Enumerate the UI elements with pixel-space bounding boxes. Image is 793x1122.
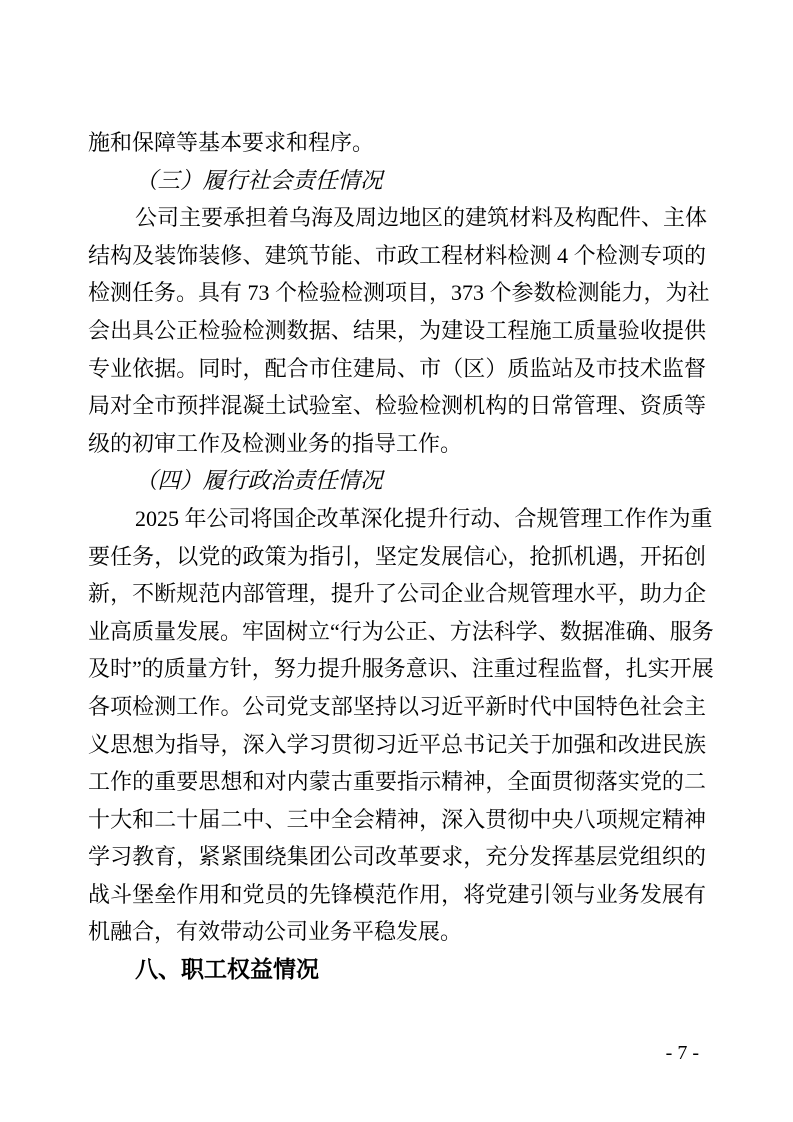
text-line: 公司主要承担着乌海及周边地区的建筑材料及构配件、主体 xyxy=(135,205,708,231)
text-line: 十大和二十届二中、三中全会精神，深入贯彻中央八项规定精神 xyxy=(88,806,706,832)
text-line: 及时”的质量方针，努力提升服务意识、注重过程监督，扎实开展 xyxy=(88,656,714,682)
text-line: 级的初审工作及检测业务的指导工作。 xyxy=(88,430,463,456)
text-line: 战斗堡垒作用和党员的先锋模范作用，将党建引领与业务发展有 xyxy=(88,881,706,907)
paragraph-social-responsibility xyxy=(88,199,710,462)
text-line: 新，不断规范内部管理，提升了公司企业合规管理水平，助力企 xyxy=(88,581,706,607)
section-heading-political-responsibility xyxy=(88,462,706,500)
text-line: 施和保障等基本要求和程序。 xyxy=(88,130,375,155)
text-line: 学习教育，紧紧围绕集团公司改革要求，充分发挥基层党组织的 xyxy=(88,844,706,870)
text-line: 义思想为指导，深入学习贯彻习近平总书记关于加强和改进民族 xyxy=(88,731,706,757)
text-line: 会出具公正检验检测数据、结果，为建设工程施工质量验收提供 xyxy=(88,317,706,343)
text-line: 检测任务。具有 73 个检验检测项目，373 个参数检测能力，为社 xyxy=(88,280,710,306)
text-line: 专业依据。同时，配合市住建局、市（区）质监站及市技术监督 xyxy=(88,355,706,381)
text-line: 局对全市预拌混凝土试验室、检验检测机构的日常管理、资质等 xyxy=(88,393,706,419)
text-line: （四）履行政治责任情况 xyxy=(135,468,383,494)
text-line: 机融合，有效带动公司业务平稳发展。 xyxy=(88,919,463,945)
text-line: 结构及装饰装修、建筑节能、市政工程材料检测 4 个检测专项的 xyxy=(88,242,706,268)
text-line: 2025 年公司将国企改革深化提升行动、合规管理工作作为重 xyxy=(135,505,713,531)
paragraph-continuation xyxy=(88,124,706,162)
text-line: （三）履行社会责任情况 xyxy=(135,167,383,193)
text-line: 工作的重要思想和对内蒙古重要指示精神，全面贯彻落实党的二 xyxy=(88,769,706,795)
document-body xyxy=(88,124,714,989)
text-line: 八、职工权益情况 xyxy=(135,956,319,983)
text-line: 要任务，以党的政策为指引，坚定发展信心，抢抓机遇，开拓创 xyxy=(88,543,706,569)
section-heading-employee-rights xyxy=(88,951,706,989)
paragraph-political-responsibility xyxy=(88,500,714,951)
page-number: - 7 - xyxy=(665,1042,699,1064)
section-heading-social-responsibility xyxy=(88,162,706,200)
text-line: 业高质量发展。牢固树立“行为公正、方法科学、数据准确、服务 xyxy=(88,618,714,644)
text-line: 各项检测工作。公司党支部坚持以习近平新时代中国特色社会主 xyxy=(88,693,706,719)
